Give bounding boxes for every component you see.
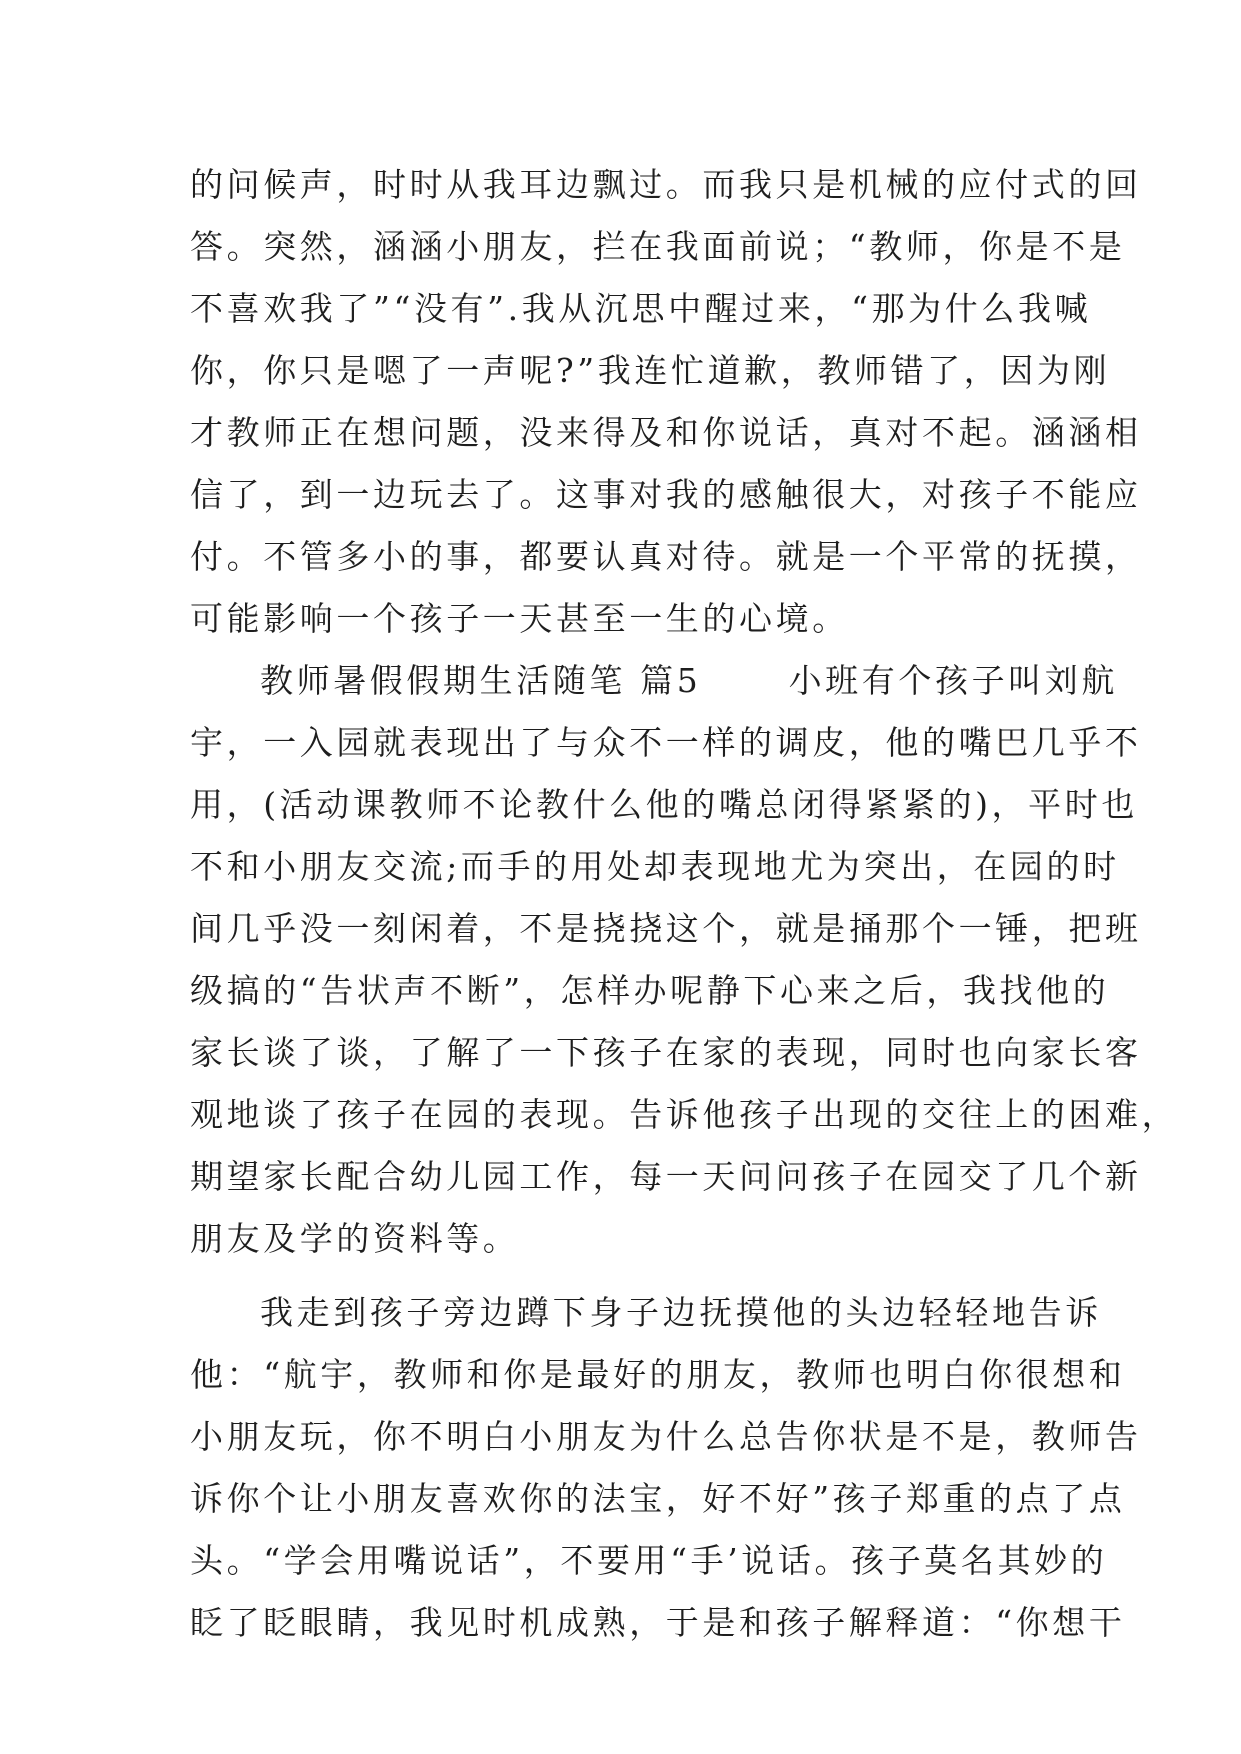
text-line: 间几乎没一刻闲着，不是挠挠这个，就是捅那个一锤，把班 xyxy=(190,909,1142,948)
text-line: 期望家长配合幼儿园工作，每一天问问孩子在园交了几个新 xyxy=(190,1157,1142,1196)
paragraph-1 xyxy=(190,154,1142,650)
paragraph-3 xyxy=(190,1282,1142,1654)
text-line: 头。“学会用嘴说话”，不要用“手’说话。孩子莫名其妙的 xyxy=(190,1541,1108,1580)
text-line: 他：“航宇，教师和你是最好的朋友，教师也明白你很想和 xyxy=(190,1355,1126,1394)
text-line: 可能影响一个孩子一天甚至一生的心境。 xyxy=(190,599,849,638)
text-line: 你，你只是嗯了一声呢?”我连忙道歉，教师错了，因为刚 xyxy=(190,351,1111,390)
paragraph-2 xyxy=(190,650,1179,1270)
text-line: 观地谈了孩子在园的表现。告诉他孩子出现的交往上的困难， xyxy=(190,1095,1179,1134)
text-line: 我走到孩子旁边蹲下身子边抚摸他的头边轻轻地告诉 xyxy=(260,1293,1102,1332)
text-line: 级搞的“告状声不断”，怎样办呢静下心来之后，我找他的 xyxy=(190,971,1110,1010)
text-line: 眨了眨眼睛，我见时机成熟，于是和孩子解释道：“你想干 xyxy=(190,1603,1126,1642)
text-line: 用，(活动课教师不论教什么他的嘴总闭得紧紧的)，平时也 xyxy=(190,785,1138,824)
text-line: 的问候声，时时从我耳边飘过。而我只是机械的应付式的回 xyxy=(190,165,1142,204)
text-line: 朋友及学的资料等。 xyxy=(190,1219,520,1258)
text-line: 不和小朋友交流;而手的用处却表现地尤为突出，在园的时 xyxy=(190,847,1120,886)
text-line: 家长谈了谈，了解了一下孩子在家的表现，同时也向家长客 xyxy=(190,1033,1142,1072)
section-heading-line: 教师暑假假期生活随笔 篇5 小班有个孩子叫刘航 xyxy=(260,661,1118,700)
text-line: 小朋友玩，你不明白小朋友为什么总告你状是不是，教师告 xyxy=(190,1417,1142,1456)
text-line: 付。不管多小的事，都要认真对待。就是一个平常的抚摸， xyxy=(190,537,1142,576)
text-line: 诉你个让小朋友喜欢你的法宝，好不好”孩子郑重的点了点 xyxy=(190,1479,1126,1518)
text-line: 答。突然，涵涵小朋友，拦在我面前说；“教师，你是不是 xyxy=(190,227,1126,266)
text-line: 不喜欢我了”“没有”.我从沉思中醒过来，“那为什么我喊 xyxy=(190,289,1092,328)
text-line: 信了，到一边玩去了。这事对我的感触很大，对孩子不能应 xyxy=(190,475,1142,514)
text-line: 才教师正在想问题，没来得及和你说话，真对不起。涵涵相 xyxy=(190,413,1142,452)
text-line: 宇，一入园就表现出了与众不一样的调皮，他的嘴巴几乎不 xyxy=(190,723,1142,762)
text-column xyxy=(190,154,1179,1654)
